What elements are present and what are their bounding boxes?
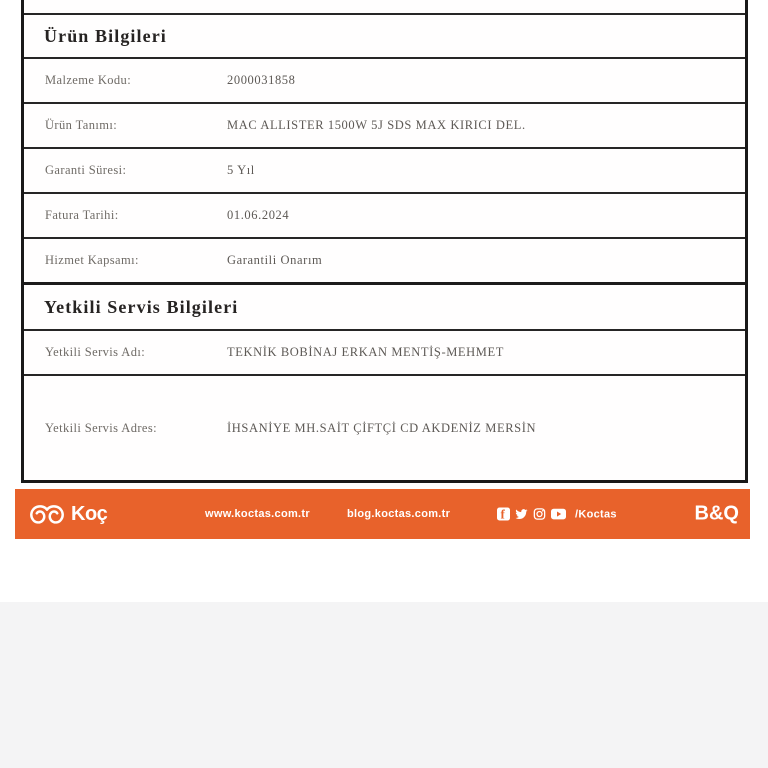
- section-title: Yetkili Servis Bilgileri: [44, 296, 239, 317]
- social-links: [497, 508, 617, 521]
- koc-ram-horns-icon: [28, 502, 66, 526]
- table-row: [24, 192, 745, 237]
- field-value: Garantili Onarım: [227, 253, 323, 267]
- table-row: [24, 237, 745, 282]
- facebook-icon: f: [497, 508, 510, 521]
- field-value: TEKNİK BOBİNAJ ERKAN MENTİŞ-MEHMET: [227, 345, 504, 359]
- field-label: Malzeme Kodu:: [45, 73, 132, 87]
- field-label: Garanti Süresi:: [45, 163, 127, 177]
- table-row: [24, 329, 745, 374]
- section-header-product-info: [24, 13, 745, 57]
- field-value: İHSANİYE MH.SAİT ÇİFTÇİ CD AKDENİZ MERSİN: [227, 420, 537, 435]
- page-background-strip: [0, 602, 768, 768]
- field-label: Yetkili Servis Adres:: [45, 420, 158, 435]
- website-url: www.koctas.com.tr: [205, 508, 310, 520]
- field-value: 2000031858: [227, 73, 296, 87]
- social-handle: /Koctas: [575, 508, 617, 520]
- table-row: [24, 57, 745, 102]
- koc-wordmark: Koç: [71, 502, 108, 525]
- blog-url: blog.koctas.com.tr: [347, 508, 451, 520]
- table-row: [24, 374, 745, 480]
- field-label: Hizmet Kapsamı:: [45, 253, 139, 267]
- instagram-icon: [533, 508, 546, 521]
- section-title: Ürün Bilgileri: [44, 25, 167, 46]
- twitter-icon: [515, 508, 528, 521]
- field-label: Ürün Tanımı:: [45, 118, 118, 132]
- field-label: Yetkili Servis Adı:: [45, 345, 146, 359]
- youtube-icon: [551, 509, 566, 520]
- field-value: 5 Yıl: [227, 163, 255, 177]
- cutoff-row: [24, 0, 745, 13]
- footer-bar: [15, 489, 750, 539]
- field-value: 01.06.2024: [227, 208, 290, 222]
- bq-logo: B&Q: [694, 502, 739, 525]
- koc-logo: [28, 502, 107, 526]
- table-row: [24, 102, 745, 147]
- field-value: MAC ALLISTER 1500W 5J SDS MAX KIRICI DEL.: [227, 118, 526, 132]
- warranty-document-table: [21, 0, 748, 483]
- section-header-service-info: [24, 282, 745, 329]
- field-label: Fatura Tarihi:: [45, 208, 119, 222]
- table-row: [24, 147, 745, 192]
